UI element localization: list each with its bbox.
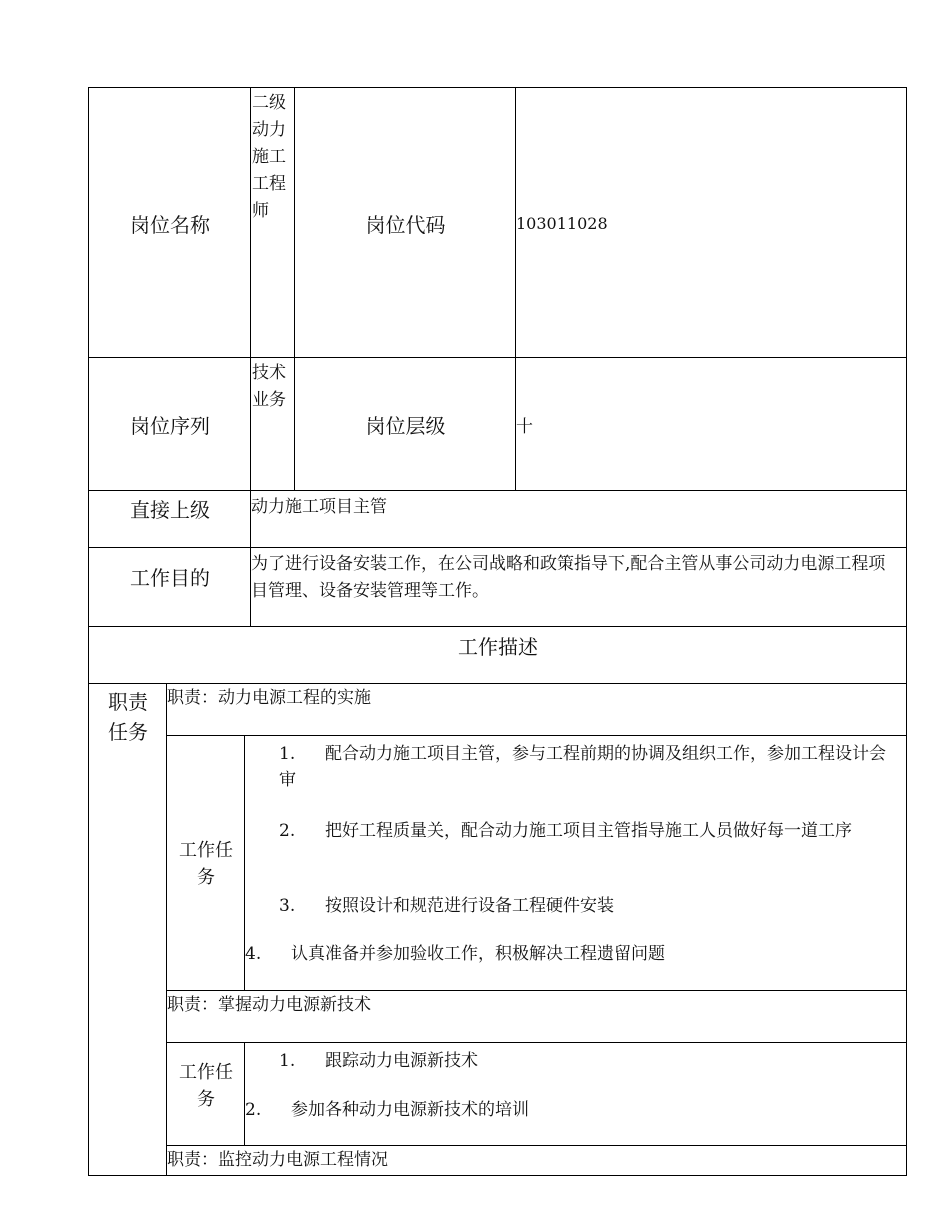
job-description-table bbox=[88, 87, 907, 1176]
duty-1-task-list bbox=[244, 735, 907, 991]
duty-2-task-list bbox=[244, 1042, 907, 1146]
duty-2-title: 职责：掌握动力电源新技术 bbox=[166, 990, 907, 1043]
purpose-value: 为了进行设备安装工作，在公司战略和政策指导下,配合主管从事公司动力电源工程项目管理、设备安装管理等工作。 bbox=[250, 547, 907, 627]
duty-1-task-label: 工作任务 bbox=[166, 735, 245, 991]
duty-2-task-2: 2. 参加各种动力电源新技术的培训 bbox=[245, 1100, 529, 1120]
duties-label: 职责任务 bbox=[89, 683, 167, 1176]
duty-2-task-label: 工作任务 bbox=[166, 1042, 245, 1146]
supervisor-label: 直接上级 bbox=[89, 490, 251, 548]
position-series-label: 岗位序列 bbox=[89, 357, 251, 491]
duty-1-task-1: 1. 配合动力施工项目主管，参与工程前期的协调及组织工作，参加工程设计会审 bbox=[279, 744, 886, 790]
position-series-value: 技术业务 bbox=[250, 357, 295, 491]
supervisor-value: 动力施工项目主管 bbox=[250, 490, 907, 548]
description-title: 工作描述 bbox=[89, 626, 907, 684]
position-name-label: 岗位名称 bbox=[130, 212, 210, 237]
position-level-label: 岗位层级 bbox=[294, 357, 516, 491]
purpose-label: 工作目的 bbox=[89, 547, 251, 627]
duty-3-title: 职责：监控动力电源工程情况 bbox=[166, 1145, 907, 1175]
duty-1-title: 职责：动力电源工程的实施 bbox=[166, 683, 907, 736]
position-code-label: 岗位代码 bbox=[294, 88, 516, 358]
duty-1-task-3: 3. 按照设计和规范进行设备工程硬件安装 bbox=[279, 896, 614, 916]
duty-1-task-4: 4. 认真准备并参加验收工作，积极解决工程遗留问题 bbox=[245, 944, 665, 964]
duty-2-task-1: 1. 跟踪动力电源新技术 bbox=[279, 1051, 478, 1071]
position-name-value: 二级动力施工工程师 bbox=[250, 88, 295, 358]
position-code-value: 103011028 bbox=[515, 88, 907, 358]
position-level-value: 十 bbox=[515, 357, 907, 491]
duty-1-task-2: 2. 把好工程质量关，配合动力施工项目主管指导施工人员做好每一道工序 bbox=[279, 821, 852, 841]
